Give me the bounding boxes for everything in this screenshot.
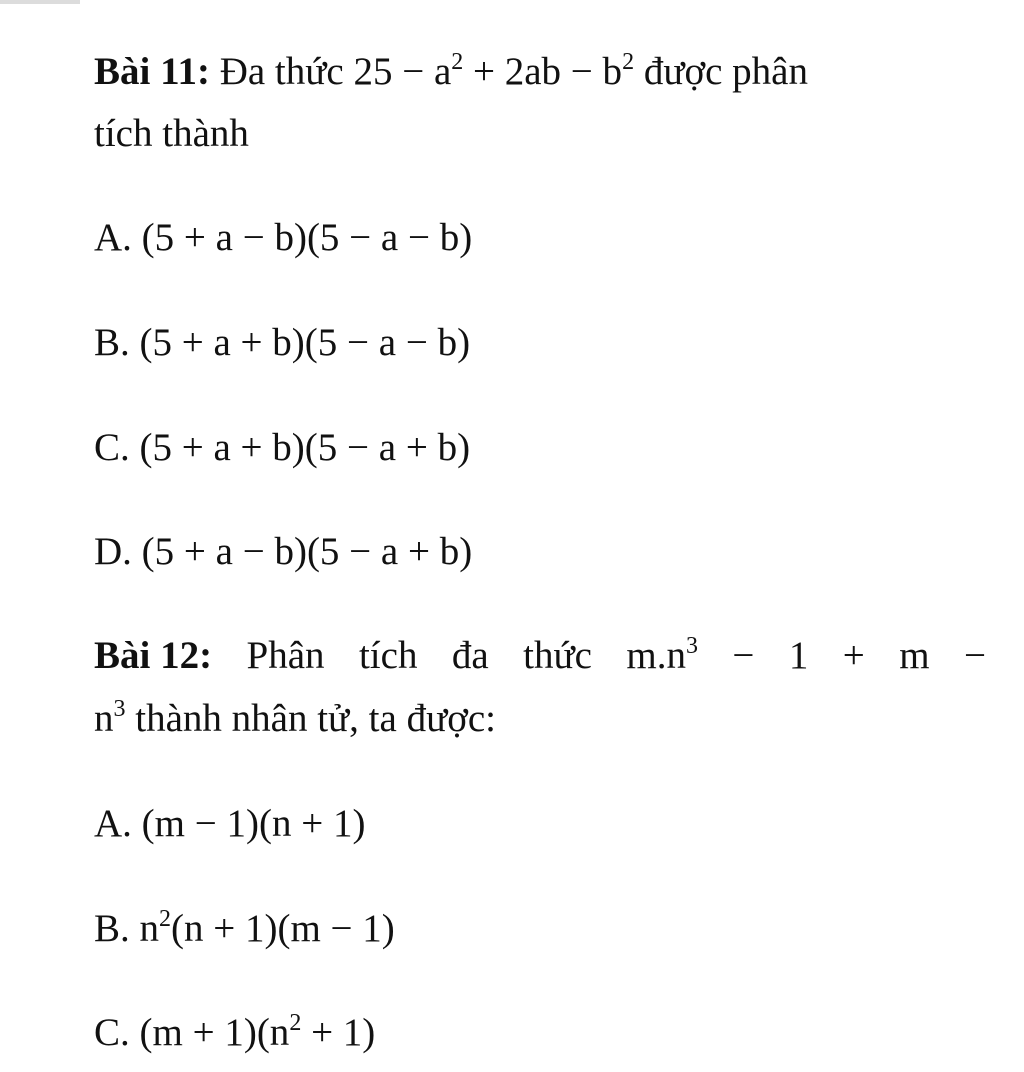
q11-heading: Bài 11: — [94, 50, 210, 93]
q12-term-mn3 — [626, 632, 698, 680]
q12-option-c-post: + 1) — [301, 1011, 376, 1054]
q11-option-b[interactable]: B. (5 + a + b)(5 − a − b) — [94, 321, 471, 364]
q12-option-a[interactable]: A. (m − 1)(n + 1) — [94, 802, 366, 845]
q12-word: Phân — [246, 634, 325, 677]
q12-line-2 — [94, 695, 496, 743]
q12-plus: + — [842, 634, 865, 677]
q11-option-a[interactable]: A. (5 + a − b)(5 − a − b) — [94, 216, 473, 259]
q11-line-1 — [94, 48, 808, 96]
q12-one: 1 — [788, 634, 809, 677]
q12-option-c-exponent: 2 — [289, 1010, 302, 1036]
q12-option-b-pre: B. n — [94, 907, 160, 950]
q11-option-c[interactable]: C. (5 + a + b)(5 − a + b) — [94, 426, 471, 469]
q11-option-d[interactable]: D. (5 + a − b)(5 − a + b) — [94, 530, 473, 573]
top-edge-shadow — [0, 0, 80, 4]
q12-line-1 — [94, 632, 986, 680]
q11-text-part-3: được phân — [634, 50, 808, 93]
q11-text-part-2: + 2ab − b — [463, 50, 623, 93]
q12-word: thức — [523, 634, 592, 677]
q12-word: đa — [451, 634, 489, 677]
q12-minus-trailing: − — [964, 634, 986, 677]
q11-text-part-1: Đa thức 25 − a — [209, 50, 452, 93]
q12-minus: − — [732, 634, 755, 677]
q12-option-b-exponent: 2 — [159, 906, 172, 932]
q11-line-2: tích thành — [94, 112, 249, 155]
q12-exponent-n3: 3 — [685, 633, 698, 659]
q12-term-base: m.n — [626, 634, 686, 677]
q11-exponent-2: 2 — [622, 49, 635, 75]
q12-heading: Bài 12: — [94, 634, 213, 677]
q12-option-b-post: (n + 1)(m − 1) — [171, 907, 395, 950]
q12-option-b[interactable] — [94, 905, 395, 953]
q12-m: m — [899, 634, 930, 677]
q12-text-rest: thành nhân tử, ta được: — [125, 697, 496, 740]
q12-word: tích — [358, 634, 418, 677]
q12-exponent-line2: 3 — [113, 696, 126, 722]
q12-n: n — [94, 697, 114, 740]
q12-option-c-pre: C. (m + 1)(n — [94, 1011, 290, 1054]
q12-option-c[interactable] — [94, 1009, 375, 1057]
q11-exponent-1: 2 — [451, 49, 464, 75]
